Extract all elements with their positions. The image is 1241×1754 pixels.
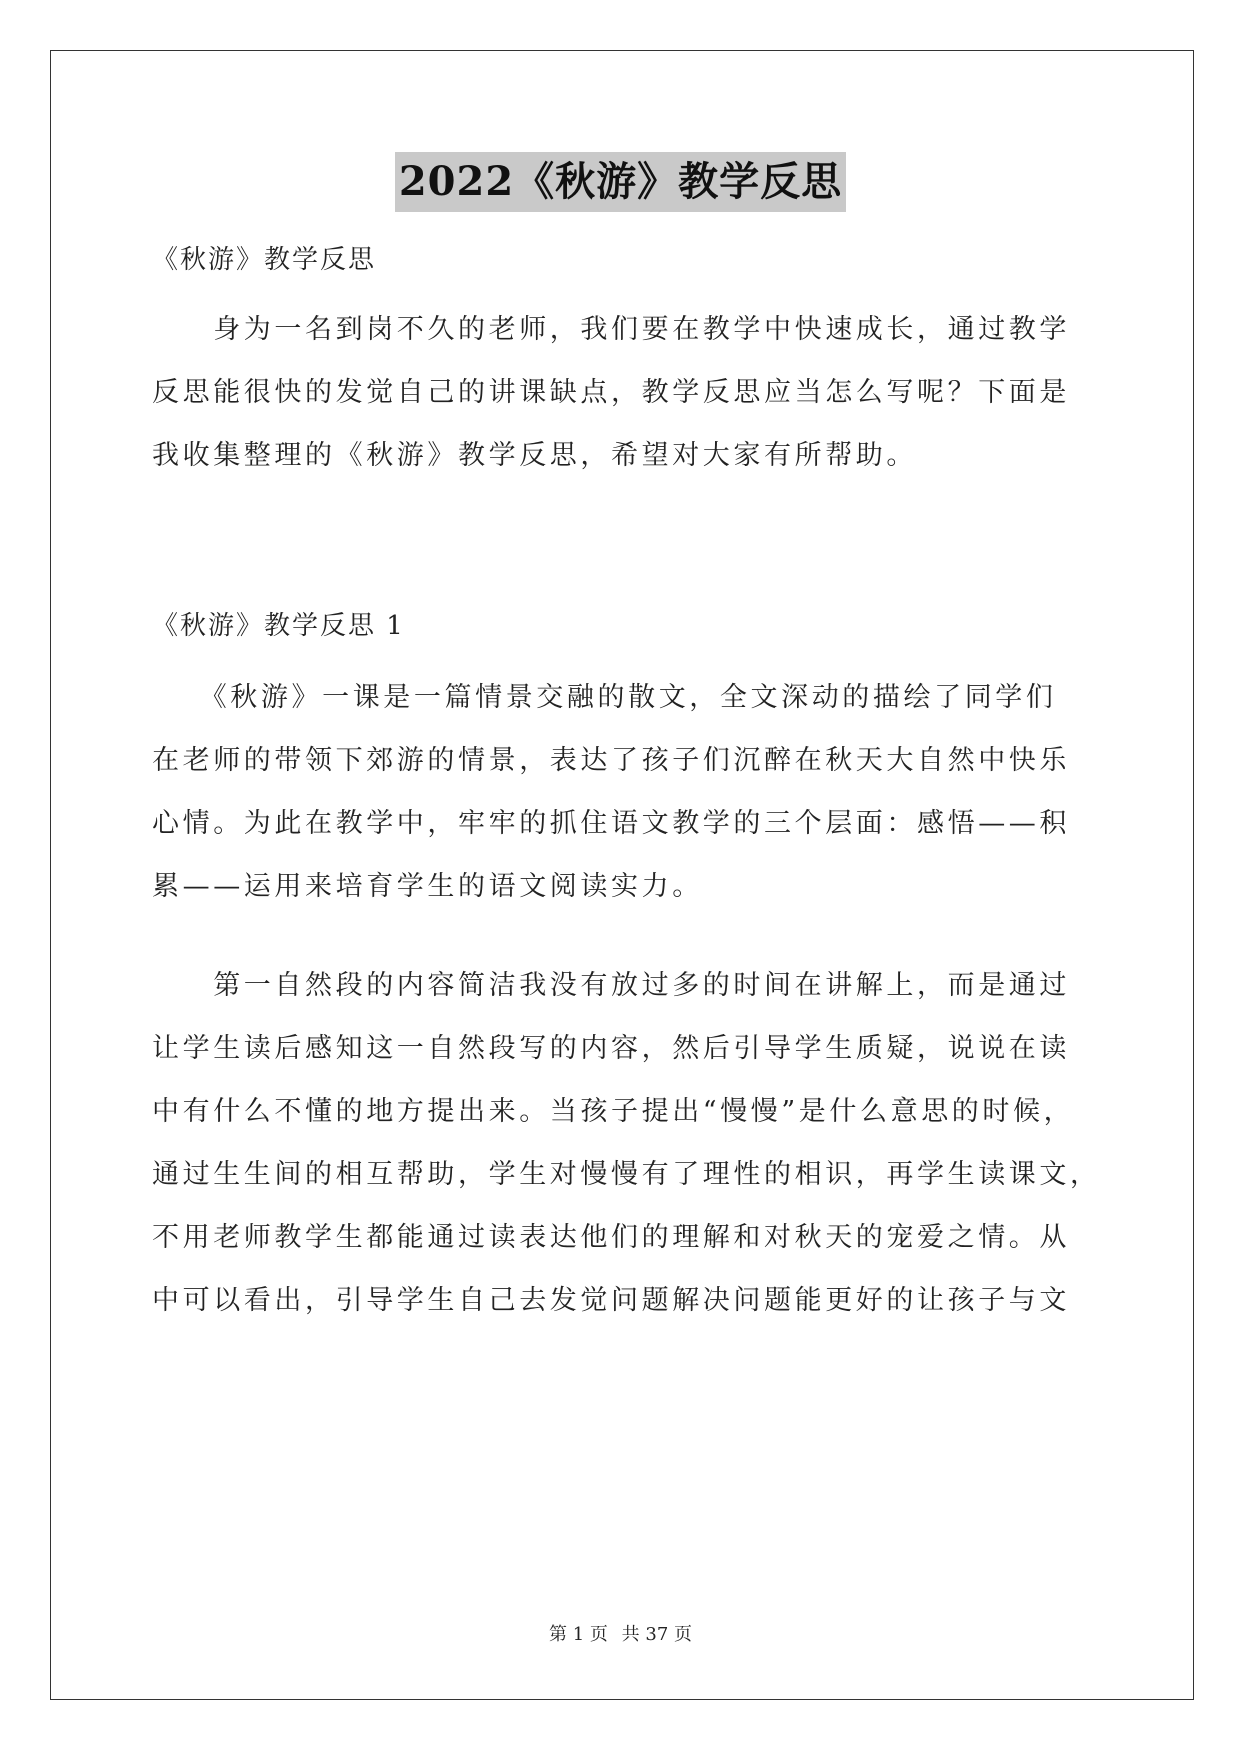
page-footer bbox=[0, 1620, 1241, 1646]
paragraph-line: 让学生读后感知这一自然段写的内容，然后引导学生质疑，说说在读 bbox=[152, 1033, 1070, 1064]
paragraph-line: 《秋游》一课是一篇情景交融的散文，全文深动的描绘了同学们 bbox=[152, 682, 1057, 713]
section-heading: 《秋游》教学反思 1 bbox=[152, 611, 405, 641]
title-container bbox=[0, 152, 1241, 212]
intro-line: 我收集整理的《秋游》教学反思，希望对大家有所帮助。 bbox=[152, 440, 917, 471]
paragraph-2 bbox=[152, 954, 1101, 1332]
paragraph-line: 在老师的带领下郊游的情景，表达了孩子们沉醉在秋天大自然中快乐 bbox=[152, 745, 1070, 776]
document-title: 2022《秋游》教学反思 bbox=[395, 152, 846, 212]
paragraph-line: 中可以看出，引导学生自己去发觉问题解决问题能更好的让孩子与文 bbox=[152, 1285, 1070, 1316]
page-total: 共 37 页 bbox=[621, 1624, 692, 1645]
paragraph-line: 中有什么不懂的地方提出来。当孩子提出“慢慢”是什么意思的时候， bbox=[152, 1096, 1075, 1127]
paragraph-line: 通过生生间的相互帮助，学生对慢慢有了理性的相识，再学生读课文， bbox=[152, 1159, 1101, 1190]
paragraph-line: 第一自然段的内容简洁我没有放过多的时间在讲解上，而是通过 bbox=[152, 970, 1070, 1001]
intro-line: 身为一名到岗不久的老师，我们要在教学中快速成长，通过教学 bbox=[152, 314, 1070, 345]
paragraph-1 bbox=[152, 666, 1092, 918]
intro-paragraph bbox=[152, 298, 1092, 487]
paragraph-line: 心情。为此在教学中，牢牢的抓住语文教学的三个层面：感悟——积 bbox=[152, 808, 1070, 839]
paragraph-line: 累——运用来培育学生的语文阅读实力。 bbox=[152, 871, 703, 902]
page-number: 第 1 页 bbox=[549, 1624, 608, 1645]
document-subtitle: 《秋游》教学反思 bbox=[152, 245, 377, 275]
intro-line: 反思能很快的发觉自己的讲课缺点，教学反思应当怎么写呢？下面是 bbox=[152, 377, 1070, 408]
paragraph-line: 不用老师教学生都能通过读表达他们的理解和对秋天的宠爱之情。从 bbox=[152, 1222, 1070, 1253]
